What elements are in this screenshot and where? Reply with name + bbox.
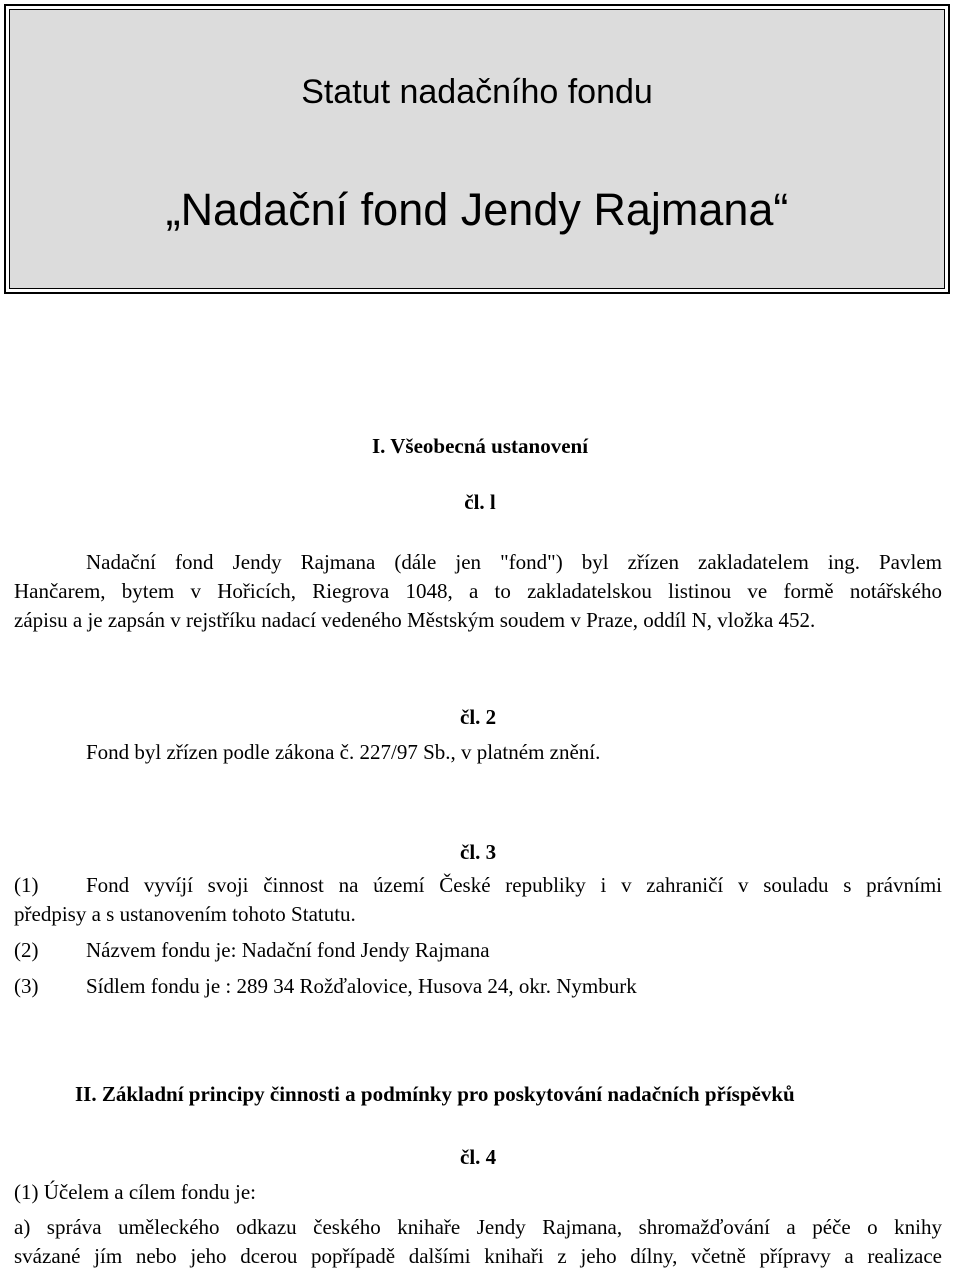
article-1-line-2: Hančarem, bytem v Hořicích, Riegrova 1048, a to zakladatelskou listinou ve formě notářského [14, 579, 942, 603]
foundation-name-title: „Nadační fond Jendy Rajmana“ [165, 184, 789, 235]
article-1-line-3: zápisu a je zapsán v rejstříku nadací vedeného Městským soudem v Praze, oddíl N, vložka 452. [14, 608, 816, 632]
article-2-label: čl. 2 [460, 705, 497, 729]
article-3-para-1-number: (1) [14, 873, 39, 897]
article-4-label: čl. 4 [460, 1145, 497, 1169]
document-title: Statut nadačního fondu [301, 73, 653, 111]
article-3-para-1-line-2: předpisy a s ustanovením tohoto Statutu. [14, 902, 356, 926]
section-1-heading: I. Všeobecná ustanovení [371, 434, 589, 458]
article-3-para-3-number: (3) [14, 974, 39, 998]
article-3-para-3: Sídlem fondu je : 289 34 Rožďalovice, Husova 24, okr. Nymburk [86, 974, 637, 998]
article-3-para-2-number: (2) [14, 938, 39, 962]
title-box [4, 4, 950, 294]
article-1-line-1: Nadační fond Jendy Rajmana (dále jen "fond") byl zřízen zakladatelem ing. Pavlem [86, 550, 942, 574]
section-2-heading: II. Základní principy činnosti a podmínky pro poskytování nadačních příspěvků [75, 1082, 795, 1106]
article-4-item-a-line-1: a) správa uměleckého odkazu českého knihaře Jendy Rajmana, shromažďování a péče o knihy [14, 1215, 942, 1239]
article-3-para-1 [14, 871, 942, 929]
article-1-text [14, 548, 942, 635]
article-4-item-a-line-2: svázané jím nebo jeho dcerou popřípadě dalšími knihaři z jeho dílny, včetně přípravy a realizace [14, 1244, 942, 1268]
article-4-item-a [14, 1213, 942, 1271]
article-3-para-1-line-1: Fond vyvíjí svoji činnost na území České republiky i v zahraničí v souladu s právními [86, 873, 942, 897]
article-3-label: čl. 3 [460, 840, 497, 864]
article-1-label: čl. l [464, 490, 496, 514]
article-3-para-2: Názvem fondu je: Nadační fond Jendy Rajmana [86, 938, 490, 962]
article-2-text: Fond byl zřízen podle zákona č. 227/97 Sb., v platném znění. [86, 740, 601, 764]
article-4-para-1: (1) Účelem a cílem fondu je: [14, 1180, 256, 1204]
